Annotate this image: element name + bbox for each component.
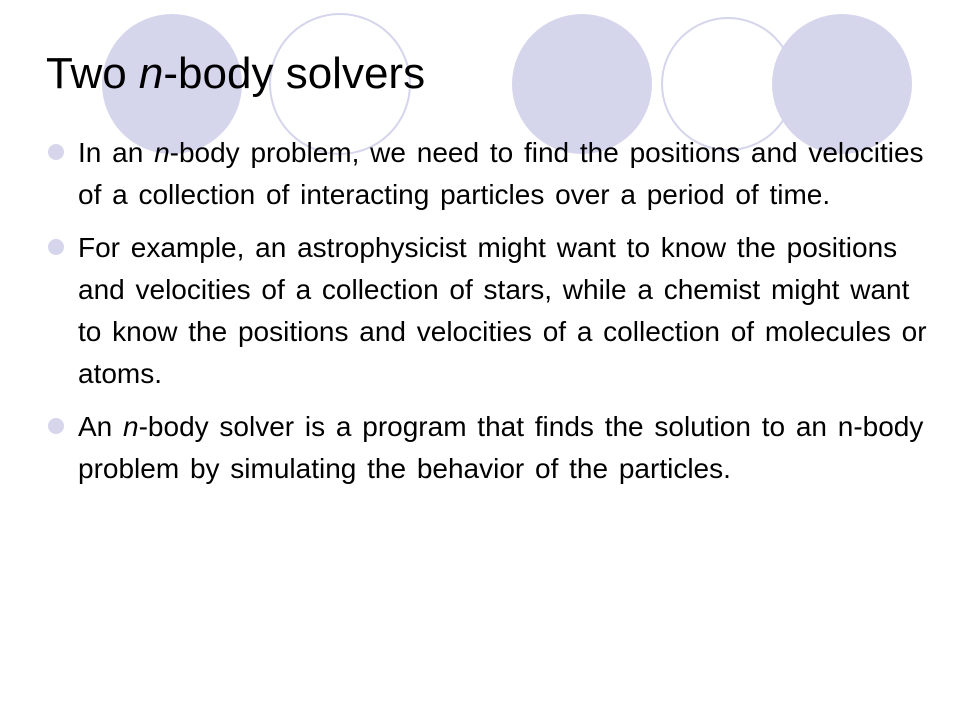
bullet-text-prefix: In an bbox=[78, 137, 155, 168]
title-suffix: -body solvers bbox=[163, 49, 426, 98]
slide-title bbox=[46, 44, 425, 104]
bullet-item bbox=[44, 227, 934, 395]
bullet-list bbox=[44, 132, 934, 501]
title-italic: n bbox=[138, 49, 164, 98]
bullet-text-suffix: -body problem, we need to find the positions and velocities of a collection of interacting particles over a period of time. bbox=[78, 137, 924, 210]
bullet-dot-icon bbox=[48, 239, 64, 255]
bullet-dot-icon bbox=[48, 144, 64, 160]
bullet-text-italic: n bbox=[154, 137, 170, 168]
bullet-item bbox=[44, 406, 934, 490]
bullet-item bbox=[44, 132, 934, 216]
bullet-dot-icon bbox=[48, 418, 64, 434]
bullet-text: For example, an astrophysicist might want to know the positions and velocities of a collection of stars, while a chemist might want to know the positions and velocities of a collection of molecules or atoms. bbox=[78, 232, 927, 389]
title-prefix: Two bbox=[46, 49, 139, 98]
bullet-text-italic: n bbox=[123, 411, 139, 442]
bullet-text bbox=[78, 137, 924, 210]
bullet-text-prefix: An bbox=[78, 411, 124, 442]
bullet-text-suffix: -body solver is a program that finds the solution to an n-body problem by simulating the behavior of the particles. bbox=[78, 411, 924, 484]
bullet-text bbox=[78, 411, 923, 484]
